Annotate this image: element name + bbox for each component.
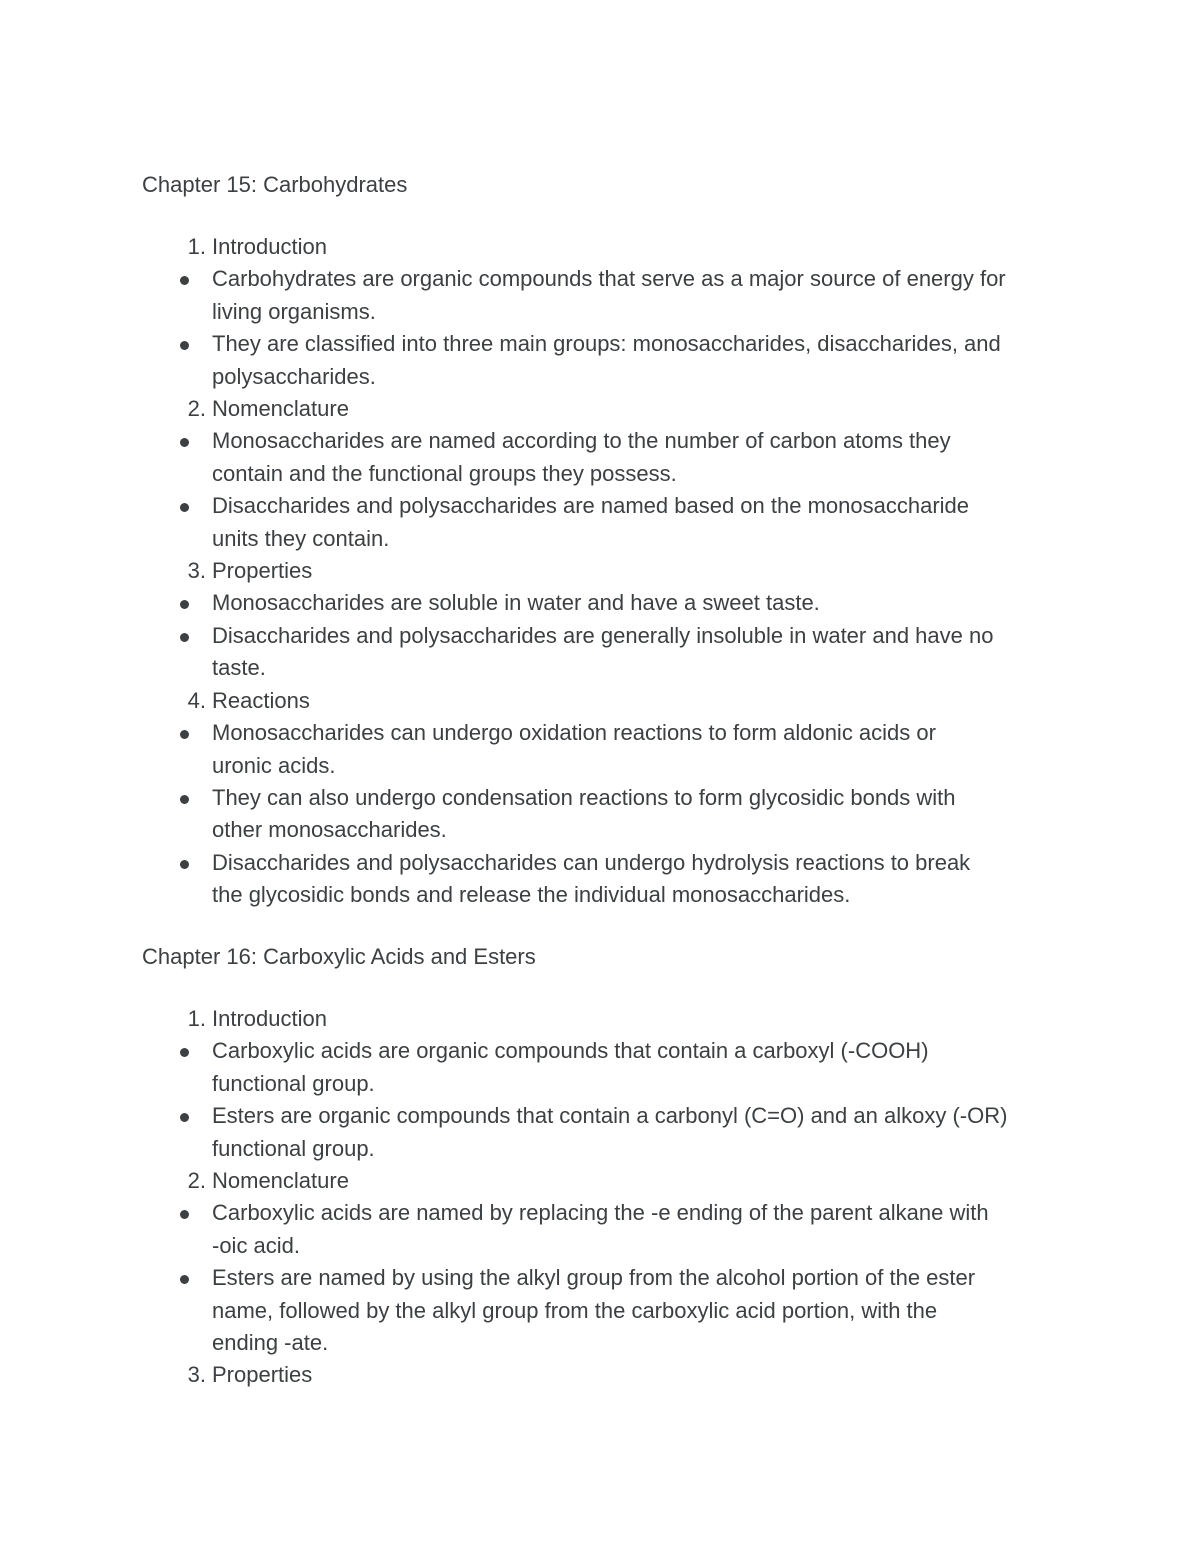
- bullet-dot-icon: [180, 633, 189, 642]
- bullet-text-line: They are classified into three main groups: monosaccharides, disaccharides, and: [212, 331, 1001, 357]
- bullet-dot-icon: [180, 860, 189, 869]
- bullet-text-line: Carbohydrates are organic compounds that serve as a major source of energy for: [212, 266, 1006, 292]
- bullet-text-line: Carboxylic acids are organic compounds that contain a carboxyl (-COOH): [212, 1038, 929, 1064]
- chapter-15: [142, 169, 1082, 912]
- bullet-item: [142, 587, 1082, 619]
- bullet-text-line: name, followed by the alkyl group from the carboxylic acid portion, with the: [212, 1297, 938, 1323]
- bullet-text-line: polysaccharides.: [212, 363, 376, 389]
- chapter-body: [142, 231, 1082, 912]
- item-number: 3.: [187, 558, 206, 584]
- bullet-text-line: Disaccharides and polysaccharides are named based on the monosaccharide: [212, 493, 970, 519]
- chapter-title: Chapter 16: Carboxylic Acids and Esters: [142, 944, 536, 969]
- item-heading: Properties: [212, 558, 313, 584]
- bullet-item: [142, 1197, 1082, 1262]
- bullet-dot-icon: [180, 1275, 189, 1284]
- bullet-text-line: uronic acids.: [212, 752, 336, 778]
- bullet-dot-icon: [180, 276, 189, 285]
- bullet-text-line: living organisms.: [212, 298, 376, 324]
- item-heading: Nomenclature: [212, 1168, 349, 1194]
- bullet-text-line: Monosaccharides are named according to the number of carbon atoms they: [212, 428, 951, 454]
- chapter-16: [142, 941, 1082, 1392]
- bullet-dot-icon: [180, 1048, 189, 1057]
- bullet-item: [142, 717, 1082, 782]
- bullet-item: [142, 620, 1082, 685]
- item-number: 3.: [187, 1362, 206, 1388]
- bullet-text-line: Monosaccharides are soluble in water and have a sweet taste.: [212, 590, 820, 616]
- item-number: 1.: [187, 234, 206, 259]
- bullet-text-line: -oic acid.: [212, 1232, 301, 1258]
- bullet-text-line: Esters are named by using the alkyl group from the alcohol portion of the ester: [212, 1265, 976, 1291]
- item-heading: Nomenclature: [212, 396, 349, 422]
- bullet-text-line: other monosaccharides.: [212, 817, 447, 843]
- item-number: 2.: [187, 1168, 206, 1194]
- bullet-text-line: the glycosidic bonds and release the individual monosaccharides.: [212, 882, 851, 908]
- bullet-text-line: taste.: [212, 655, 266, 681]
- numbered-item: [142, 393, 1082, 425]
- bullet-dot-icon: [180, 1113, 189, 1122]
- numbered-item: [142, 1359, 1082, 1391]
- numbered-item: [142, 1165, 1082, 1197]
- bullet-text-line: Carboxylic acids are named by replacing the -e ending of the parent alkane with: [212, 1200, 989, 1226]
- bullet-item: [142, 263, 1082, 328]
- bullet-text-line: Esters are organic compounds that contain a carbonyl (C=O) and an alkoxy (-OR): [212, 1103, 1008, 1129]
- bullet-text-line: Monosaccharides can undergo oxidation reactions to form aldonic acids or: [212, 720, 936, 746]
- bullet-item: [142, 328, 1082, 393]
- bullet-item: [142, 490, 1082, 555]
- item-heading: Properties: [212, 1362, 313, 1388]
- bullet-text-line: functional group.: [212, 1135, 375, 1161]
- bullet-dot-icon: [180, 503, 189, 512]
- bullet-item: [142, 847, 1082, 912]
- bullet-dot-icon: [180, 341, 189, 350]
- item-number: 1.: [187, 1006, 206, 1031]
- bullet-text-line: Disaccharides and polysaccharides are generally insoluble in water and have no: [212, 622, 994, 648]
- bullet-dot-icon: [180, 795, 189, 804]
- bullet-dot-icon: [180, 438, 189, 447]
- item-number: 4.: [187, 687, 206, 713]
- bullet-text-line: They can also undergo condensation reactions to form glycosidic bonds with: [212, 784, 956, 810]
- numbered-item: [142, 555, 1082, 587]
- bullet-dot-icon: [180, 600, 189, 609]
- bullet-dot-icon: [180, 1210, 189, 1219]
- numbered-item: [142, 685, 1082, 717]
- item-heading: Introduction: [212, 1006, 327, 1031]
- numbered-item: [142, 231, 1082, 263]
- item-number: 2.: [187, 396, 206, 422]
- chapter-body: [142, 1003, 1082, 1392]
- chapter-title: Chapter 15: Carbohydrates: [142, 172, 408, 197]
- bullet-item: [142, 425, 1082, 490]
- bullet-text-line: units they contain.: [212, 525, 390, 551]
- bullet-text-line: contain and the functional groups they possess.: [212, 460, 677, 486]
- item-heading: Reactions: [212, 687, 310, 713]
- bullet-text-line: functional group.: [212, 1070, 375, 1096]
- bullet-item: [142, 1100, 1082, 1165]
- bullet-item: [142, 1035, 1082, 1100]
- bullet-text-line: ending -ate.: [212, 1330, 329, 1356]
- item-heading: Introduction: [212, 234, 327, 259]
- bullet-item: [142, 782, 1082, 847]
- bullet-text-line: Disaccharides and polysaccharides can undergo hydrolysis reactions to break: [212, 849, 971, 875]
- numbered-item: [142, 1003, 1082, 1035]
- bullet-item: [142, 1262, 1082, 1359]
- bullet-dot-icon: [180, 730, 189, 739]
